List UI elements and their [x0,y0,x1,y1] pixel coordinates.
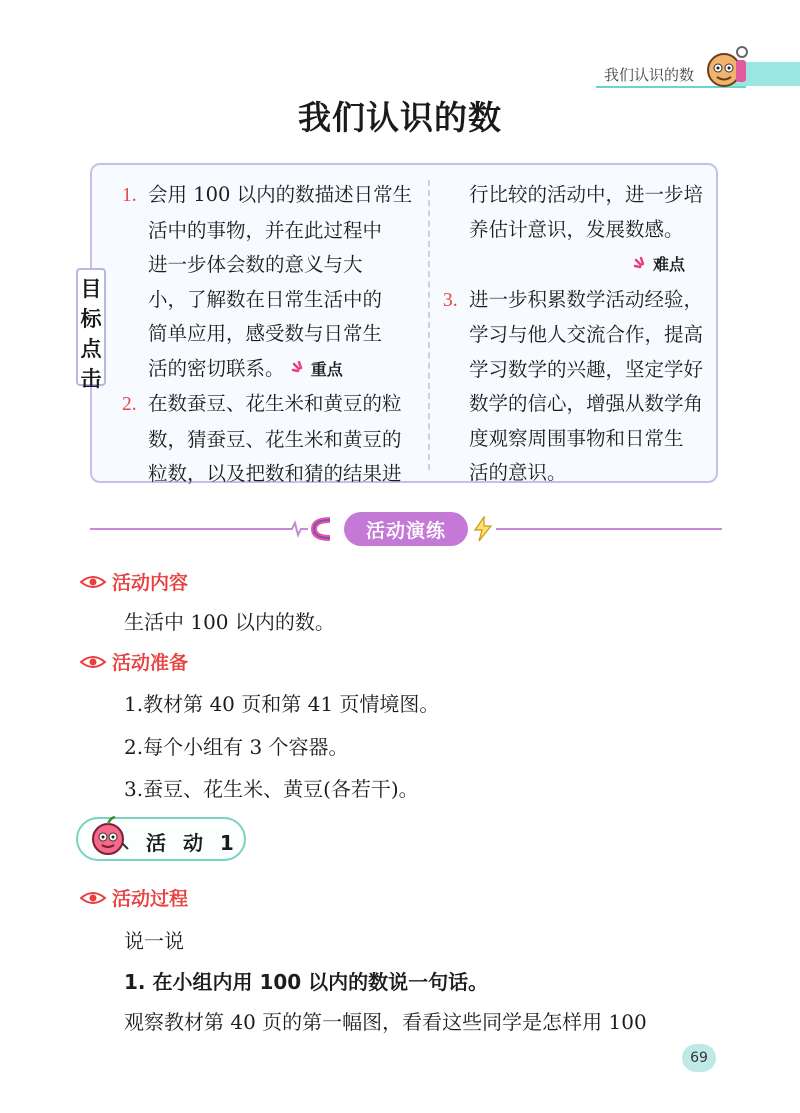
objective-line: 粒数，以及把数和猜的结果进 [148,462,402,485]
lightning-icon [472,516,494,542]
activity-content-heading: 活动内容 [80,568,188,595]
process-text: 观察教材第 40 页的第一幅图，看看这些同学是怎样用 100 [124,1010,647,1034]
activity-prep-heading: 活动准备 [80,648,188,675]
activity-process-heading: 活动过程 [80,884,188,911]
prep-item: 3.蚕豆、花生米、黄豆(各若干)。 [124,777,419,801]
activity-1-label: 活 动 1 [146,831,239,855]
objective-line: 学习数学的兴趣，坚定学好 [469,357,704,381]
objectives-divider [428,180,430,470]
objective-line: 小，了解数在日常生活中的 [148,287,383,311]
running-title: 我们认识的数 [604,66,695,84]
prep-item: 1.教材第 40 页和第 41 页情境图。 [124,692,440,716]
objective-line: 活的意识。 [469,461,567,484]
objectives-tab-char: 点 [80,337,102,361]
eye-icon [80,575,106,589]
difficult-point-row [443,247,703,283]
objective-line: 1. 会用 100 以内的数描述日常生 [122,178,412,214]
eye-icon [80,891,106,905]
eye-icon [80,655,106,669]
process-subheading: 说一说 [124,929,184,953]
objectives-left-column [122,178,412,492]
page-number: 69 [682,1044,716,1072]
magnet-icon [286,514,342,544]
objective-line: 学习与他人交流合作，提高 [469,323,704,346]
objective-line: 3. 进一步积累数学活动经验， [443,283,703,319]
key-point-tag: 重点 [309,353,345,388]
objective-line: 数学的信心，增强从数学角 [469,392,704,415]
spark-icon [291,360,309,378]
objectives-tab-char: 击 [80,367,102,391]
page-title: 我们认识的数 [298,98,502,137]
difficult-point-tag: 难点 [651,248,687,283]
objective-number: 1. [122,185,137,206]
process-bold-instruction: 1. 在小组内用 100 以内的数说一句话。 [124,970,489,994]
objective-line: 简单应用，感受数与日常生 [148,322,383,345]
prep-item: 2.每个小组有 3 个容器。 [124,735,349,759]
objectives-right-column [443,178,703,491]
activity-content-text: 生活中 100 以内的数。 [124,610,335,634]
objective-line: 养估计意识，发展数感。 [469,217,684,241]
objectives-tab-char: 目 [80,277,102,301]
objective-line: 进一步体会数的意义与大 [148,253,363,276]
objective-line: 行比较的活动中，进一步培 [469,183,704,206]
apple-mascot-icon [84,813,134,867]
banner-rule-right [496,528,722,530]
objective-number: 3. [443,289,458,311]
objective-line: 活的密切联系。 重点 [122,352,412,388]
objective-line: 度观察周围事物和日常生 [469,426,684,450]
spark-icon [633,256,651,274]
objective-line: 数，猜蚕豆、花生米和黄豆的 [148,427,402,451]
banner-rule-left [90,528,290,530]
mascot-icon [700,42,752,98]
objectives-tab [76,268,106,391]
objective-line: 2. 在数蚕豆、花生米和黄豆的粒 [122,387,412,423]
objective-line: 活中的事物，并在此过程中 [148,218,383,242]
section-banner: 活动演练 [344,512,468,546]
objective-number: 2. [122,394,137,415]
objectives-tab-char: 标 [80,307,102,331]
